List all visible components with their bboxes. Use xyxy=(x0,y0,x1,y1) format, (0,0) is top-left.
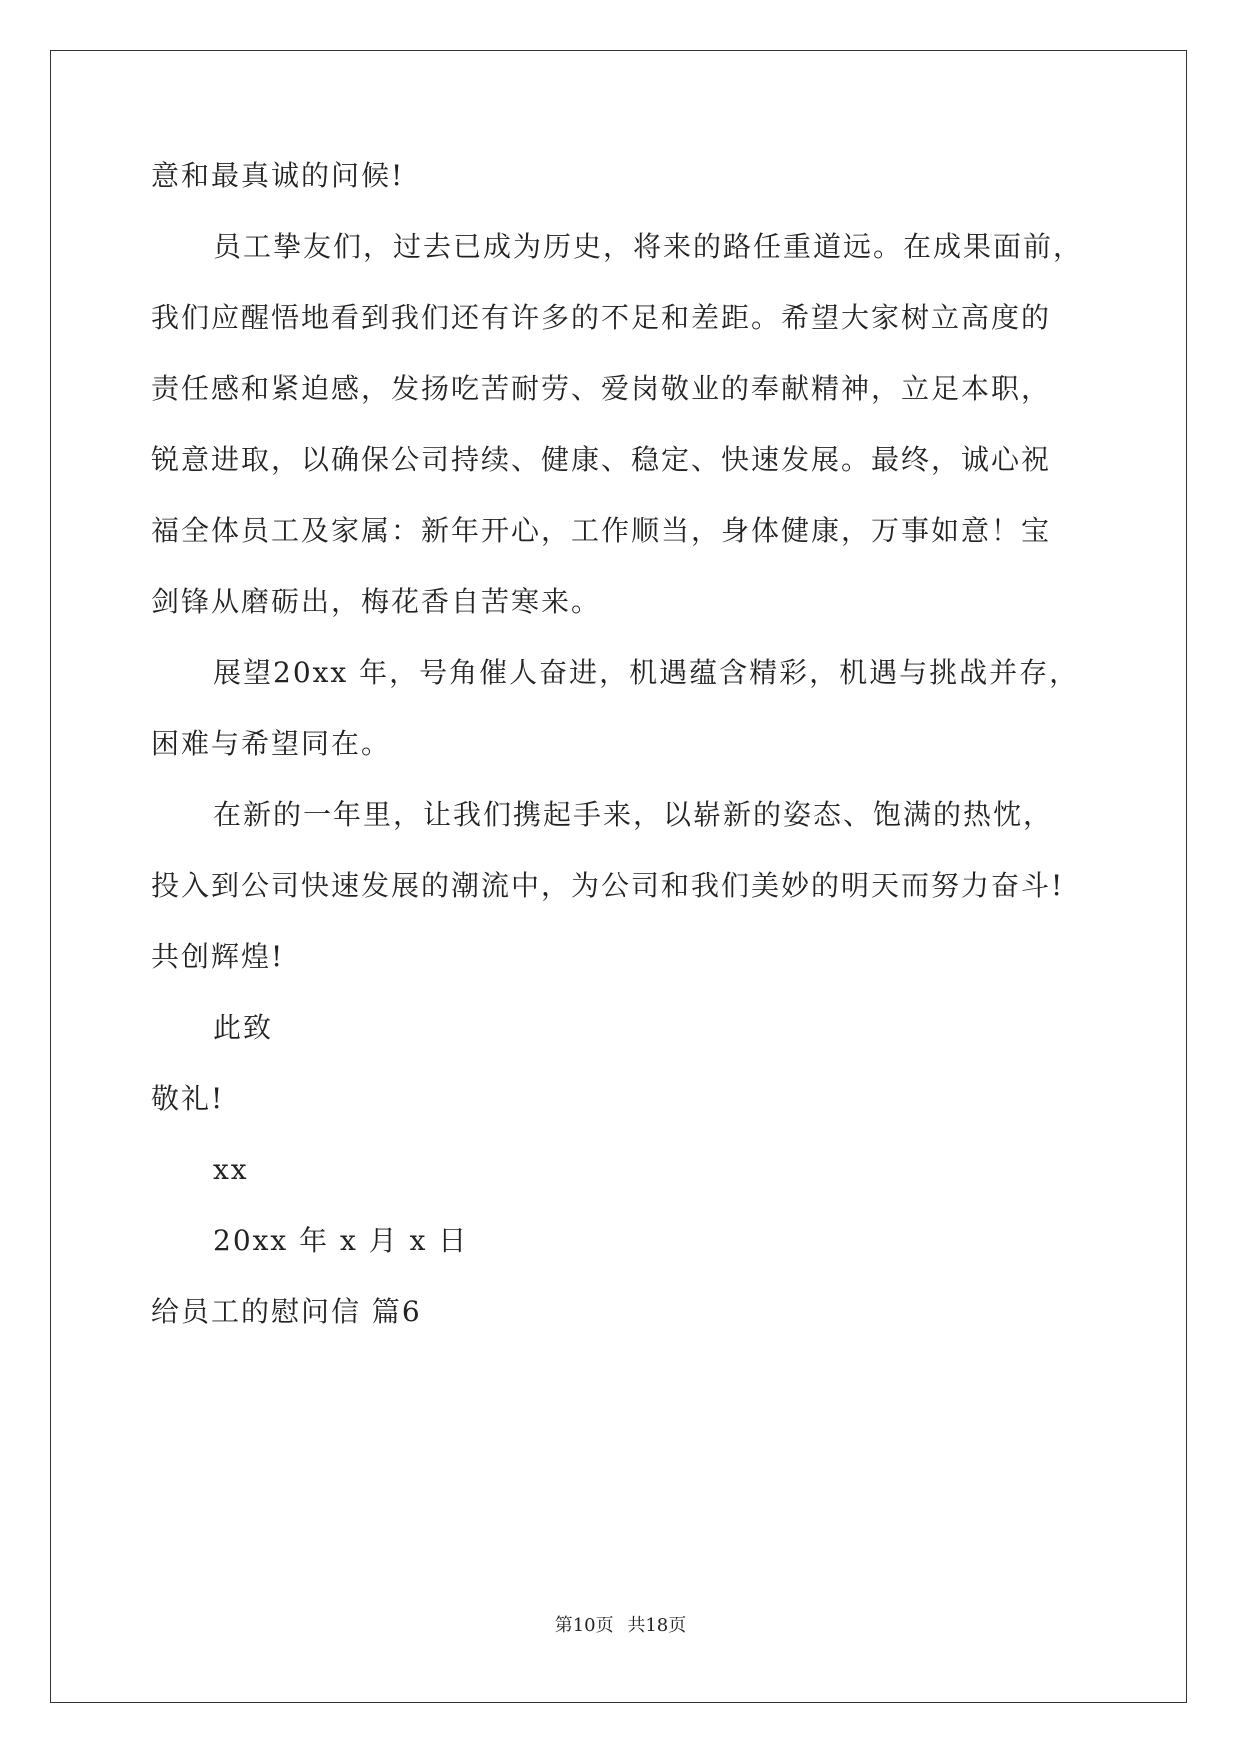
closing-salutation: 此致 xyxy=(213,1011,274,1044)
paragraph-line: 员工挚友们，过去已成为历史，将来的路任重道远。在成果面前， xyxy=(213,230,1084,263)
section-heading: 给员工的慰问信 篇6 xyxy=(151,1295,422,1328)
paragraph-line: 我们应醒悟地看到我们还有许多的不足和差距。希望大家树立高度的 xyxy=(151,301,1052,334)
paragraph-line: 共创辉煌! xyxy=(151,940,285,973)
paragraph-line: 投入到公司快速发展的潮流中，为公司和我们美妙的明天而努力奋斗! xyxy=(151,869,1065,902)
paragraph-line: 剑锋从磨砺出，梅花香自苦寒来。 xyxy=(151,585,602,618)
paragraph-line: 困难与希望同在。 xyxy=(151,727,392,760)
page-footer xyxy=(0,1614,1241,1638)
paragraph-line: 展望20xx 年，号角催人奋进，机遇蕴含精彩，机遇与挑战并存， xyxy=(213,656,1080,689)
signature-name: xx xyxy=(213,1153,249,1186)
paragraph-line: 意和最真诚的问候! xyxy=(151,159,405,192)
page-total: 共18页 xyxy=(627,1615,687,1636)
paragraph-line: 福全体员工及家属：新年开心，工作顺当，身体健康，万事如意！宝 xyxy=(151,514,1052,547)
closing-regards: 敬礼! xyxy=(151,1082,225,1115)
paragraph-line: 在新的一年里，让我们携起手来，以崭新的姿态、饱满的热忱， xyxy=(213,798,1054,831)
paragraph-line: 责任感和紧迫感，发扬吃苦耐劳、爱岗敬业的奉献精神，立足本职， xyxy=(151,372,1052,405)
paragraph-line: 锐意进取，以确保公司持续、健康、稳定、快速发展。最终，诚心祝 xyxy=(151,443,1052,476)
page-number: 第10页 xyxy=(554,1615,614,1636)
signature-date: 20xx 年 x 月 x 日 xyxy=(213,1224,469,1257)
